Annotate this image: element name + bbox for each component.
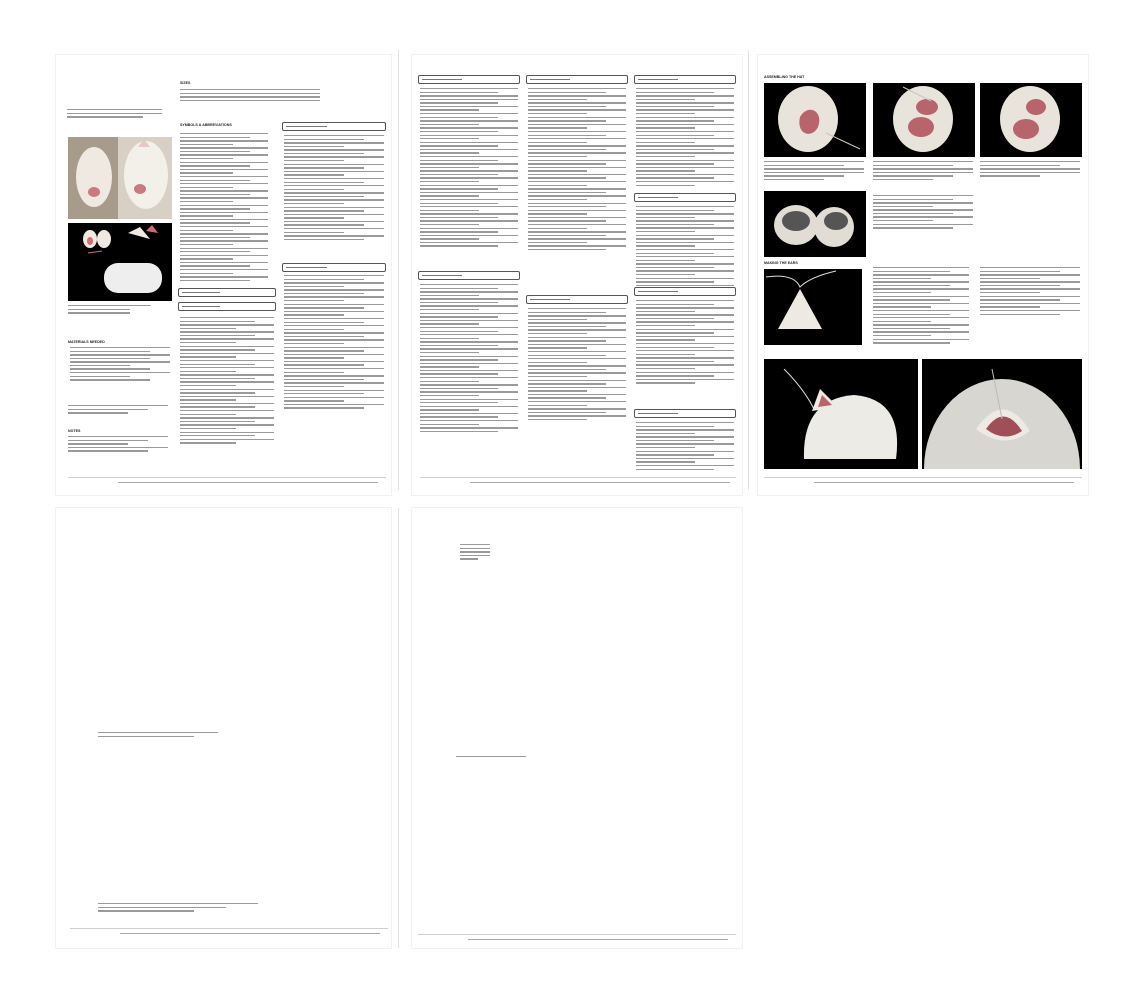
cover-photo bbox=[68, 137, 172, 219]
tutorial-text-2 bbox=[873, 161, 973, 182]
section-header bbox=[634, 75, 736, 84]
photo-legend bbox=[68, 305, 172, 316]
symbols-list bbox=[180, 133, 268, 283]
section-header bbox=[282, 263, 386, 272]
col3-text bbox=[636, 88, 734, 188]
section-header bbox=[526, 75, 628, 84]
tutorial-photo-4 bbox=[764, 191, 866, 257]
col3-text-3 bbox=[636, 300, 734, 386]
section-header bbox=[418, 271, 520, 280]
tutorial-photo-7 bbox=[922, 359, 1082, 469]
section-header bbox=[178, 302, 276, 311]
page-footer bbox=[70, 928, 388, 941]
tutorial-photo-6 bbox=[764, 359, 918, 469]
hat-instructions bbox=[180, 317, 274, 446]
tutorial-text-1 bbox=[764, 161, 864, 182]
tutorial-photo-3 bbox=[980, 83, 1082, 157]
page-footer bbox=[418, 934, 736, 947]
tutorial-text-5 bbox=[873, 267, 969, 346]
sole-chart-note bbox=[98, 903, 258, 914]
col2-text bbox=[528, 88, 626, 253]
col1-text bbox=[420, 88, 518, 249]
col1-text-2 bbox=[420, 284, 518, 434]
right-column-text-2 bbox=[284, 275, 384, 411]
page-3 bbox=[758, 55, 1088, 495]
section-header bbox=[178, 288, 276, 297]
materials-heading: MATERIALS NEEDED bbox=[68, 340, 105, 344]
tutorial-photo-2 bbox=[873, 83, 975, 157]
hat-charts-diagram bbox=[412, 508, 742, 908]
section-header bbox=[634, 193, 736, 202]
section-header bbox=[634, 287, 736, 296]
col3-text-2 bbox=[636, 206, 734, 292]
sizes-table bbox=[180, 89, 320, 103]
materials-text bbox=[70, 347, 170, 383]
bootie-chart-diagram bbox=[56, 508, 391, 908]
notes-text bbox=[68, 405, 168, 416]
section-label: MAKING THE EARS bbox=[764, 261, 798, 265]
right-column-text bbox=[284, 135, 384, 242]
tutorial-text-6 bbox=[980, 267, 1080, 317]
col3-text-4 bbox=[636, 422, 734, 472]
symbols-heading: SYMBOLS & ABBREVIATIONS bbox=[180, 123, 232, 127]
section-header bbox=[526, 295, 628, 304]
intro-text bbox=[67, 109, 162, 120]
hat-chart-caption bbox=[456, 756, 526, 760]
tutorial-text-3 bbox=[980, 161, 1080, 179]
page-5 bbox=[412, 508, 742, 948]
tutorial-photo-5 bbox=[764, 269, 862, 345]
notes-body bbox=[68, 436, 168, 454]
tutorial-photo-1 bbox=[764, 83, 866, 157]
product-photo bbox=[68, 223, 172, 301]
col2-text-2 bbox=[528, 308, 626, 423]
section-header bbox=[282, 122, 386, 131]
page-footer bbox=[764, 477, 1082, 490]
notes-heading: NOTES bbox=[68, 429, 81, 433]
page-footer bbox=[420, 477, 736, 490]
section-header bbox=[634, 409, 736, 418]
page-footer bbox=[68, 477, 386, 490]
page-1 bbox=[56, 55, 391, 495]
tutorial-text-4 bbox=[873, 195, 973, 231]
section-label: ASSEMBLING THE HAT bbox=[764, 75, 805, 79]
section-header bbox=[418, 75, 520, 84]
page-4 bbox=[56, 508, 391, 948]
page-2 bbox=[412, 55, 742, 495]
bootie-chart-note bbox=[98, 732, 218, 739]
sizes-heading: SIZES bbox=[180, 81, 191, 85]
